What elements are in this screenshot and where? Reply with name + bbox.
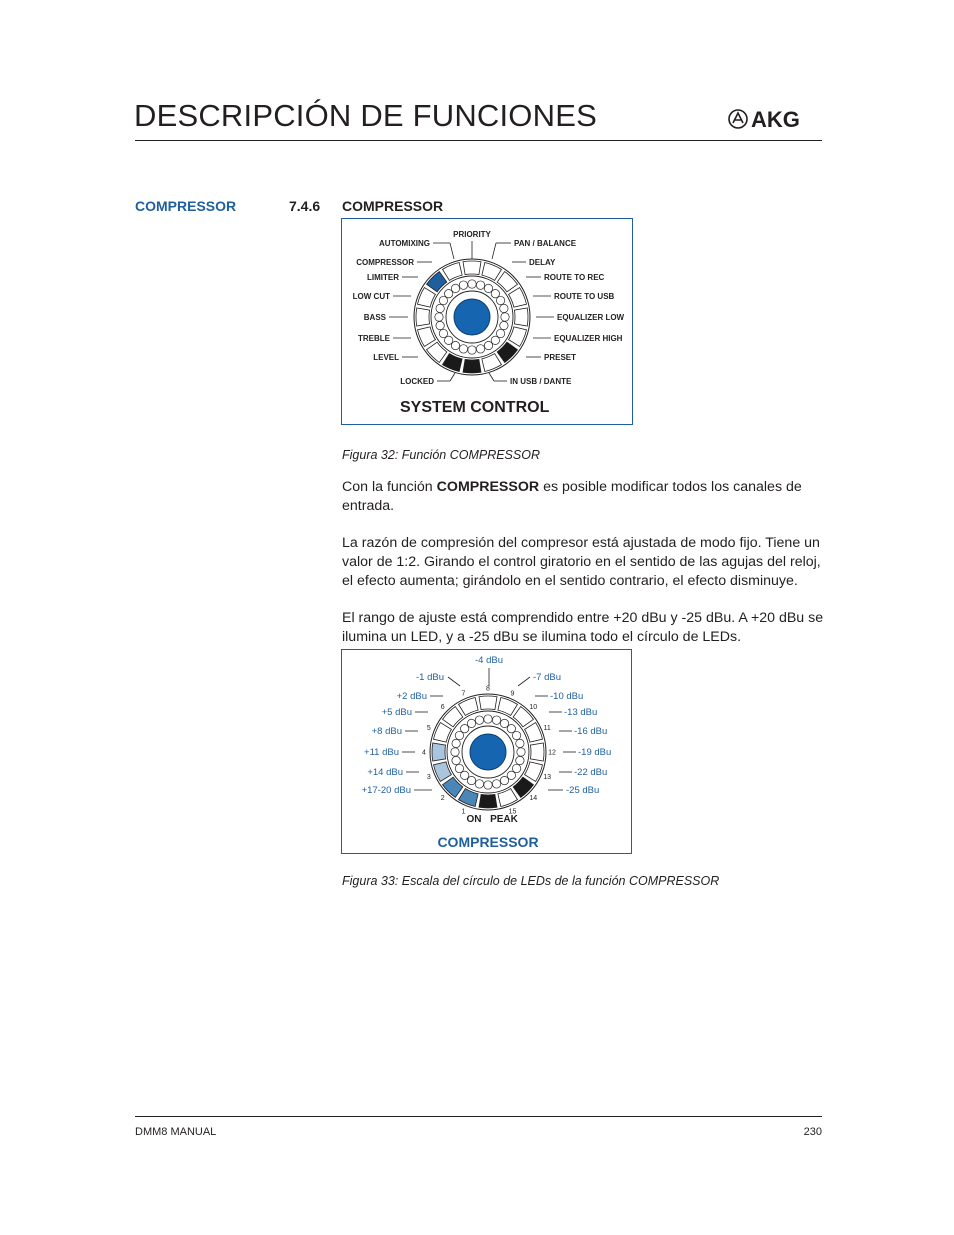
scale-left-label-1: -1 dBu — [416, 672, 444, 683]
scale-left-label-4: +8 dBu — [371, 726, 402, 737]
system-control-knob — [414, 259, 530, 375]
scale-left-label-6: +14 dBu — [367, 767, 403, 778]
label-locked: LOCKED — [400, 377, 434, 386]
compressor-led-scale-diagram — [342, 650, 631, 853]
fig32-knob-cap — [454, 299, 490, 335]
section-number: 7.4.6 — [289, 198, 321, 214]
fig32-led-9 — [463, 261, 481, 275]
label-delay: DELAY — [529, 258, 556, 267]
akg-logo — [728, 108, 824, 130]
led-number-2: 2 — [440, 794, 445, 802]
label-treble: TREBLE — [358, 334, 390, 343]
header-rule — [135, 140, 822, 141]
scale-right-label-5: -19 dBu — [578, 747, 612, 758]
peak-label: PEAK — [490, 814, 518, 825]
scale-left-label-2: +2 dBu — [396, 691, 427, 702]
side-section-label: COMPRESSOR — [135, 198, 237, 214]
fig33-knob-cap — [470, 734, 506, 770]
label-equalizer-high: EQUALIZER HIGH — [554, 334, 623, 343]
fig32-led-5 — [416, 308, 430, 326]
figure-33-caption: Figura 33: Escala del círculo de LEDs de la función COMPRESSOR — [342, 874, 720, 888]
fig33-led-9 — [479, 696, 497, 710]
fig32-led-13 — [514, 308, 528, 326]
led-number-8: 8 — [486, 685, 490, 693]
label-automixing: AUTOMIXING — [379, 239, 430, 248]
logo-wordmark: AKG — [751, 108, 800, 130]
led-number-9: 9 — [510, 690, 515, 698]
scale-right-label-4: -16 dBu — [574, 726, 608, 737]
system-control-title: SYSTEM CONTROL — [400, 399, 550, 416]
figure-32-panel — [341, 218, 633, 425]
paragraph-3: El rango de ajuste está comprendido entre +20 dBu y -25 dBu. A +20 dBu se ilumina un LED, y a -25 dBu se ilumina todo el círculo de LEDs. — [342, 610, 824, 645]
p1-text-end: es posible modificar todos los canales de entrada. — [342, 479, 802, 514]
footer-rule — [135, 1116, 822, 1117]
label-in-usb-dante: IN USB / DANTE — [510, 377, 572, 386]
scale-right-label-6: -22 dBu — [574, 767, 608, 778]
led-number-10: 10 — [529, 704, 538, 712]
p1-bold-term: COMPRESSOR — [436, 479, 540, 495]
label-bass: BASS — [363, 313, 386, 322]
led-number-11: 11 — [543, 725, 551, 733]
footer-page-number: 230 — [803, 1126, 822, 1138]
scale-top-label: -4 dBu — [475, 655, 503, 666]
figure-33-panel — [341, 649, 632, 854]
fig32-led-1 — [463, 359, 481, 373]
on-label: ON — [466, 814, 482, 825]
label-priority: PRIORITY — [453, 230, 491, 239]
led-number-14: 14 — [529, 794, 538, 802]
label-compressor: COMPRESSOR — [356, 258, 414, 267]
led-number-1: 1 — [461, 808, 466, 816]
footer-manual-name: DMM8 MANUAL — [135, 1126, 217, 1138]
figure-32-caption: Figura 32: Función COMPRESSOR — [342, 448, 540, 462]
label-preset: PRESET — [544, 353, 577, 362]
scale-right-label-2: -10 dBu — [550, 691, 584, 702]
label-route-to-rec: ROUTE TO REC — [544, 273, 605, 282]
led-number-12: 12 — [548, 749, 556, 757]
led-number-6: 6 — [440, 704, 445, 712]
page-title: DESCRIPCIÓN DE FUNCIONES — [134, 98, 597, 133]
compressor-panel-title: COMPRESSOR — [437, 834, 539, 850]
compressor-knob — [430, 694, 546, 810]
paragraph-1 — [342, 478, 827, 516]
label-low-cut: LOW CUT — [352, 292, 390, 301]
led-number-7: 7 — [461, 690, 466, 698]
fig33-led-5 — [432, 743, 446, 761]
led-number-5: 5 — [426, 725, 431, 733]
scale-left-label-7: +17-20 dBu — [361, 785, 411, 796]
led-number-15: 15 — [508, 808, 517, 816]
scale-right-label-1: -7 dBu — [533, 672, 561, 683]
section-title: COMPRESSOR — [342, 198, 444, 214]
scale-right-label-7: -25 dBu — [566, 785, 600, 796]
p1-text-start: Con la función — [342, 479, 437, 495]
system-control-diagram — [342, 219, 632, 424]
label-level: LEVEL — [373, 353, 399, 362]
label-limiter: LIMITER — [367, 273, 399, 282]
led-number-13: 13 — [543, 773, 552, 781]
paragraph-2: La razón de compresión del compresor está ajustada de modo fijo. Tiene un valor de 1:2. Girando el control giratorio en el sentido de las agujas del reloj, el efecto aumenta; girándolo en el sentido contrario, el efecto disminuye. — [342, 535, 821, 589]
scale-left-label-3: +5 dBu — [381, 707, 412, 718]
label-pan-balance: PAN / BALANCE — [514, 239, 577, 248]
led-number-4: 4 — [422, 749, 426, 757]
label-route-to-usb: ROUTE TO USB — [554, 292, 615, 301]
scale-left-label-5: +11 dBu — [364, 747, 399, 758]
scale-right-label-3: -13 dBu — [564, 707, 598, 718]
fig33-led-1 — [479, 794, 497, 808]
led-number-3: 3 — [426, 773, 431, 781]
fig33-led-13 — [530, 743, 544, 761]
label-equalizer-low: EQUALIZER LOW — [557, 313, 625, 322]
